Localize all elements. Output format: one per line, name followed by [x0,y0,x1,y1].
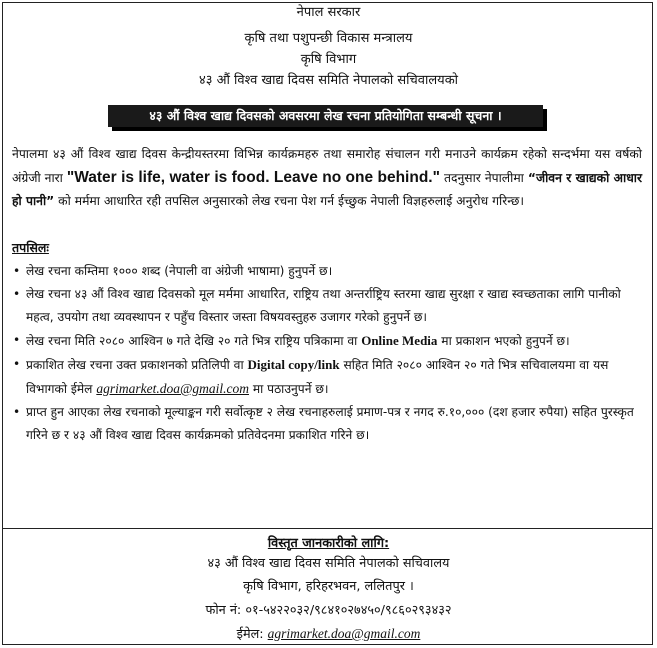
notice-banner: ४३ औं विश्व खाद्य दिवसको अवसरमा लेख रचना प्रतियोगिता सम्बन्धी सूचना । [108,105,543,127]
email-link[interactable]: agrimarket.doa@gmail.com [96,381,249,396]
list-item: • लेख रचना मिति २०८० आश्विन ७ गते देखि २० गते भित्र राष्ट्रिय पत्रिकामा वा Online Media मा प्रकाशन भएको हुनुपर्ने छ। [12,329,642,353]
bullet-icon: • [13,357,21,371]
details-list [12,260,642,447]
bullet-icon: • [13,333,21,347]
list-item: • लेख रचना कम्तिमा १००० शब्द (नेपाली वा अंग्रेजी भाषामा) हुनुपर्ने छ। [12,260,642,283]
list-item: • लेख रचना ४३ औं विश्व खाद्य दिवसको मूल मर्ममा आधारित, राष्ट्रिय तथा अन्तर्राष्ट्रिय स्तरमा खाद्य सुरक्षा र खाद्य स्वच्छताका लागि पानीको महत्व, उपयोग तथा व्यवस्थापन र पहुँच विस्तार जस्ता विषयवस्तुहरु उजागर गरेको हुनुपर्ने छ। [12,283,642,329]
list-item: • प्रकाशित लेख रचना उक्त प्रकाशनको प्रतिलिपी वा Digital copy/link सहित मिति २०८० आश्विन २० गते भित्र सचिवालयमा वा यस विभागको ईमेल agrimarket.doa@gmail.com मा पठाउनुपर्ने छ। [12,353,642,401]
slogan-english: "Water is life, water is food. Leave no one behind." [66,169,440,186]
phone-number: ०१-५४२२०३२/९८४१०२७४५०/९८६०२९३४३२ [245,603,452,618]
list-item: • प्राप्त हुन आएका लेख रचनाको मूल्याङ्कन गरी सर्वोत्कृष्ट २ लेख रचनाहरुलाई प्रमाण-पत्र र नगद रु.१०,००० (दश हजार रुपैया) सहित पुरस्कृत गरिने छ र ४३ औं विश्व खाद्य दिवस कार्यक्रमको प्रतिवेदनमा प्रकाशित गरिने छ। [12,401,642,447]
footer-secretariat: ४३ औं विश्व खाद्य दिवस समिति नेपालको सचिवालय [207,556,450,571]
header-government: नेपाल सरकार [296,5,361,20]
bullet-icon: • [13,264,21,278]
footer-title: विस्तृत जानकारीको लागि: [267,536,390,551]
header-department: कृषि विभाग [300,52,357,67]
bullet-icon: • [13,405,21,419]
bullet-icon: • [13,287,21,301]
header-ministry: कृषि तथा पशुपन्छी विकास मन्त्रालय [244,31,413,46]
footer-phone: फोन नं: ०१-५४२२०३२/९८४१०२७४५०/९८६०२९३४३२ [205,603,452,618]
slogan-nepali: “जीवन र खाद्यको आधार हो पानी” [12,171,642,208]
intro-text-2: तदनुसार नेपालीमा [439,171,528,185]
intro-text-3: को मर्ममा आधारित रही तपसिल अनुसारको लेख रचना पेश गर्न ईच्छुक नेपाली विज्ञहरुलाई अनुरोध गरिन्छ। [54,194,525,208]
intro-text-1: नेपालमा ४३ औं विश्व खाद्य दिवस केन्द्रीयस्तरमा विभिन्न कार्यक्रमहरु तथा समारोह संचालन गरी मनाउने कार्यक्रम रहेको सन्दर्भमा यस वर्षको अंग्रेजी नारा [12,147,642,185]
footer-email: ईमेल: agrimarket.doa@gmail.com [236,626,421,642]
footer-email-link[interactable]: agrimarket.doa@gmail.com [267,626,421,641]
footer-divider [2,528,653,529]
intro-paragraph [12,143,642,213]
footer-address: कृषि विभाग, हरिहरभवन, ललितपुर । [243,579,414,594]
header-secretariat: ४३ औं विश्व खाद्य दिवस समिति नेपालको सचिवालयको [198,73,459,88]
section-title: तपसिलः [12,240,49,255]
